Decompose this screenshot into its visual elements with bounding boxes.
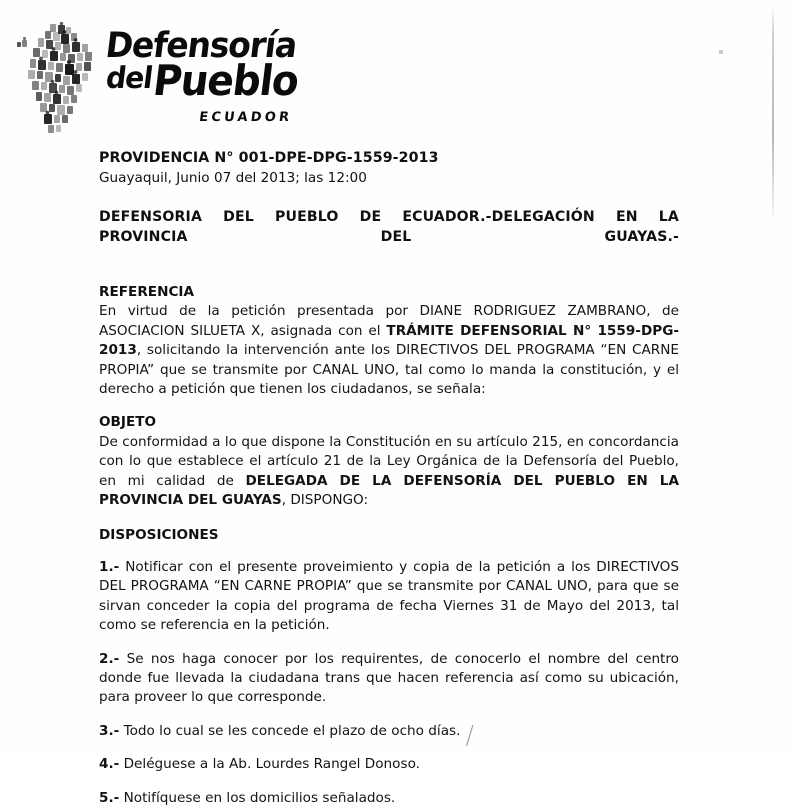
section-label-objeto: OBJETO [99,414,157,431]
section-text-objeto [99,433,679,511]
defensoria-wordmark [103,26,301,127]
ecuador-map-people-logo-icon [14,22,112,136]
objeto-part2: , DISPONGO: [281,492,369,509]
disposicion-1-number: 1.- [99,558,120,575]
disposicion-item-3 [99,722,679,741]
wordmark-line-ecuador: ECUADOR [198,110,294,125]
referencia-part2: , solicitando la intervención ante los DIRECTIVOS DEL PROGRAMA “EN CARNE PROPIA” que se transmite por CANAL UNO, tal como lo manda la constitución, y el derecho a petición que tienen los ciudadanos, se señala: [99,342,679,398]
disposicion-item-4 [99,755,679,774]
document-place-date: Guayaquil, Junio 07 del 2013; las 12:00 [99,170,367,186]
disposicion-item-2 [99,650,679,708]
wordmark-line-defensoria: Defensoría [103,26,299,66]
disposicion-5-number: 5.- [99,789,120,806]
disposicion-2-text: Se nos haga conocer por los requirentes, de conocerlo el nombre del centro donde fue llevada la ciudadana trans que hacen referencia así como su ubicación, para proveer lo que corresponde. [99,650,679,706]
wordmark-line-del: del [104,61,154,96]
document-title: PROVIDENCIA N° 001-DPE-DPG-1559-2013 [99,150,439,166]
objeto-bold: DELEGADA DE LA DEFENSORÍA DEL PUEBLO EN LA PROVINCIA DEL GUAYAS [99,472,679,509]
document-body [99,148,679,808]
referencia-bold: TRÁMITE DEFENSORIAL N° 1559-DPG-2013 [99,322,679,359]
section-label-disposiciones: DISPOSICIONES [99,527,219,544]
disposicion-3-number: 3.- [99,722,120,739]
disposicion-3-text: Todo lo cual se les concede el plazo de ocho días. [119,722,461,739]
wordmark-line-pueblo: Pueblo [150,56,301,105]
disposicion-1-text: Notificar con el presente proveimiento y copia de la petición a los DIRECTIVOS DEL PROGRAMA “EN CARNE PROPIA” que se transmite por CANAL UNO, para que se sirvan conceder la copia del programa de fecha Viernes 31 de Mayo del 2013, tal como se referencia en la petición. [99,558,679,634]
section-text-referencia [99,302,679,399]
disposicion-2-number: 2.- [99,650,120,667]
referencia-part1: En virtud de la petición presentada por DIANE RODRIGUEZ ZAMBRANO, de ASOCIACION SILUETA X, asignada con el [99,303,679,339]
disposicion-item-1 [99,558,679,636]
objeto-part1: De conformidad a lo que dispone la Constitución en su artículo 215, en concordancia con lo que establece el artículo 21 de la Ley Orgánica de la Defensoría del Pueblo, en mi calidad de [99,433,679,489]
disposicion-4-number: 4.- [99,756,120,773]
section-label-referencia: REFERENCIA [99,284,195,300]
disposicion-4-text: Deléguese a la Ab. Lourdes Rangel Donoso. [119,756,420,773]
scan-speck-artifact [719,50,723,54]
scan-edge-line [772,6,774,221]
office-heading: DEFENSORIA DEL PUEBLO DE ECUADOR.-DELEGACIÓN EN LA PROVINCIA DEL GUAYAS.- [99,209,679,245]
disposicion-item-5 [99,789,679,808]
disposicion-5-text: Notifíquese en los domicilios señalados. [119,789,396,806]
letterhead [0,0,300,140]
